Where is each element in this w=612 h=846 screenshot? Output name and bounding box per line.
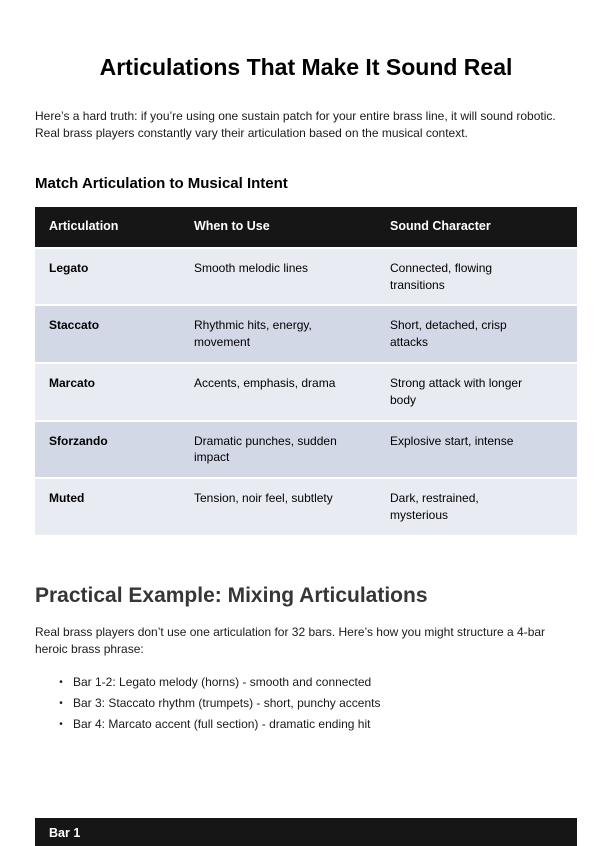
table-cell-name: Legato <box>49 260 89 275</box>
table-cell-name: Muted <box>49 491 85 506</box>
list-item-text: Bar 4: Marcato accent (full section) - dramatic ending hit <box>73 716 371 731</box>
practical-intro-paragraph: Real brass players don’t use one articulation for 32 bars. Here’s how you might structure a 4-bar heroic brass phrase: <box>35 624 546 657</box>
bullet-icon: • <box>59 697 63 709</box>
table-cell-when: Dramatic punches, sudden impact <box>194 433 337 465</box>
table-header-when-to-use: When to Use <box>194 219 270 234</box>
bullet-icon: • <box>59 718 63 730</box>
list-item-text: Bar 1-2: Legato melody (horns) - smooth and connected <box>73 674 372 689</box>
bullet-list <box>35 672 577 735</box>
section-heading-match-articulation: Match Articulation to Musical Intent <box>35 175 288 193</box>
table-cell-sound: Connected, flowing transitions <box>390 260 493 292</box>
table-header-row <box>35 207 577 247</box>
next-table-header-partial <box>35 818 577 846</box>
table-cell-sound: Short, detached, crisp attacks <box>390 318 507 350</box>
page-title: Articulations That Make It Sound Real <box>99 54 513 80</box>
table-row-muted <box>35 479 577 535</box>
section-heading-practical-example: Practical Example: Mixing Articulations <box>35 583 428 607</box>
table-header-articulation: Articulation <box>49 219 119 234</box>
table-row-legato <box>35 249 577 305</box>
table-row-sforzando <box>35 422 577 478</box>
table-cell-name: Marcato <box>49 376 96 390</box>
list-item <box>49 693 577 714</box>
articulation-table <box>35 207 577 534</box>
table-header-sound-character: Sound Character <box>390 219 491 234</box>
intro-paragraph: Here’s a hard truth: if you’re using one sustain patch for your entire brass line, it will sound robotic. Real brass players constantly vary their articulation based on the musical context. <box>35 109 556 141</box>
list-item-text: Bar 3: Staccato rhythm (trumpets) - short, punchy accents <box>73 695 381 710</box>
table-cell-when: Smooth melodic lines <box>194 260 309 275</box>
table-cell-name: Staccato <box>49 318 100 333</box>
table-cell-when: Accents, emphasis, drama <box>194 376 336 390</box>
table-cell-name: Sforzando <box>49 433 108 448</box>
bullet-icon: • <box>59 676 63 688</box>
table-cell-sound: Dark, restrained, mysterious <box>390 491 479 522</box>
table-cell-sound: Explosive start, intense <box>390 433 514 448</box>
table-cell-when: Rhythmic hits, energy, movement <box>194 318 312 350</box>
page-content <box>0 54 612 735</box>
next-table-header-label: Bar 1 <box>49 826 81 840</box>
table-row-staccato <box>35 306 577 362</box>
list-item <box>49 714 577 735</box>
table-row-marcato <box>35 364 577 420</box>
table-cell-sound: Strong attack with longer body <box>390 376 523 407</box>
table-cell-when: Tension, noir feel, subtlety <box>194 491 333 506</box>
list-item <box>49 672 577 693</box>
